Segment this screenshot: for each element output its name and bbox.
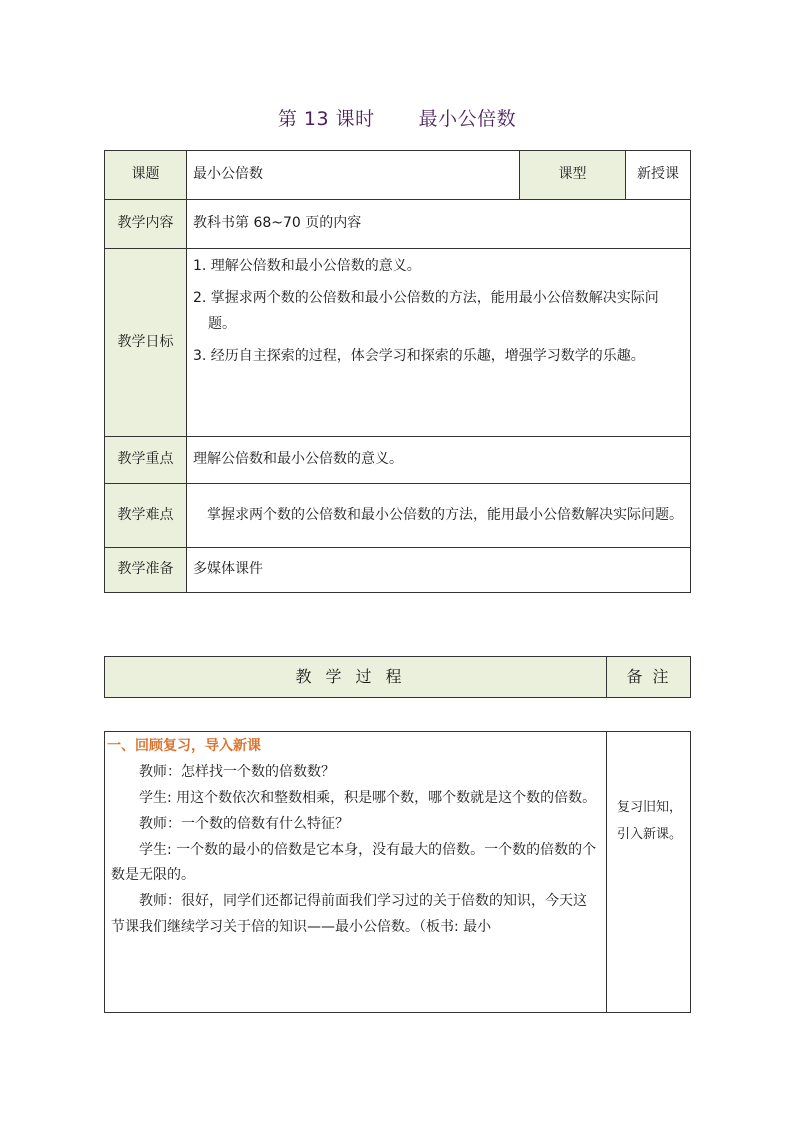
goal-item: 1. 理解公倍数和最小公倍数的意义。 [193, 258, 421, 274]
dialogue-line: 教师：怎样找一个数的倍数数？ [139, 763, 335, 780]
lesson-info-table [104, 150, 691, 593]
difficulty-label: 教学难点 [105, 484, 187, 548]
difficulty-row [105, 484, 691, 548]
page-title [0, 104, 794, 131]
prep-value: 多媒体课件 [187, 548, 691, 593]
dialogue-line: 学生: 一个数的最小的倍数是它本身，没有最大的倍数。一个数的倍数的个数是无限的。 [111, 841, 597, 884]
lesson-topic: 最小公倍数 [418, 108, 517, 130]
process-content [105, 732, 607, 1013]
goals-cell [187, 249, 691, 437]
type-label: 课型 [520, 151, 626, 200]
dialogue-line: 教师：一个数的倍数有什么特征？ [139, 815, 349, 832]
course-row [105, 151, 691, 200]
course-value: 最小公倍数 [187, 151, 520, 200]
section-title: 一、回顾复习，导入新课 [107, 738, 261, 754]
dialogue-line: 学生: 用这个数依次和整数相乘，积是哪个数，哪个数就是这个数的倍数。 [139, 789, 597, 806]
lesson-number: 第 13 课时 [277, 108, 375, 130]
dialogue-line: 教师：很好，同学们还都记得前面我们学习过的关于倍数的知识，今天这节课我们继续学习关于倍的知识——最小公倍数。（板书: 最小 [111, 893, 587, 936]
process-table [104, 731, 691, 1013]
goal-item: 2. 掌握求两个数的公倍数和最小公倍数的方法，能用最小公倍数解决实际问题。 [193, 289, 659, 332]
prep-row [105, 548, 691, 593]
key-value: 理解公倍数和最小公倍数的意义。 [187, 437, 691, 484]
content-label: 教学内容 [105, 200, 187, 249]
content-row [105, 200, 691, 249]
goals-row [105, 249, 691, 437]
key-row [105, 437, 691, 484]
process-header-note: 备注 [607, 657, 691, 698]
course-label: 课题 [105, 151, 187, 200]
note-line: 引入新课。 [617, 827, 683, 843]
prep-label: 教学准备 [105, 548, 187, 593]
goals-label: 教学日标 [105, 249, 187, 437]
type-value: 新授课 [626, 151, 691, 200]
process-header-table [104, 656, 691, 698]
key-label: 教学重点 [105, 437, 187, 484]
note-line: 复习旧知， [617, 800, 683, 815]
content-value: 教科书第 68~70 页的内容 [187, 200, 691, 249]
process-note [607, 732, 691, 1013]
difficulty-value: 掌握求两个数的公倍数和最小公倍数的方法，能用最小公倍数解决实际问题。 [187, 484, 691, 548]
process-header-main: 教学过程 [105, 657, 607, 698]
goal-item: 3. 经历自主探索的过程，体会学习和探索的乐趣，增强学习数学的乐趣。 [193, 347, 645, 364]
